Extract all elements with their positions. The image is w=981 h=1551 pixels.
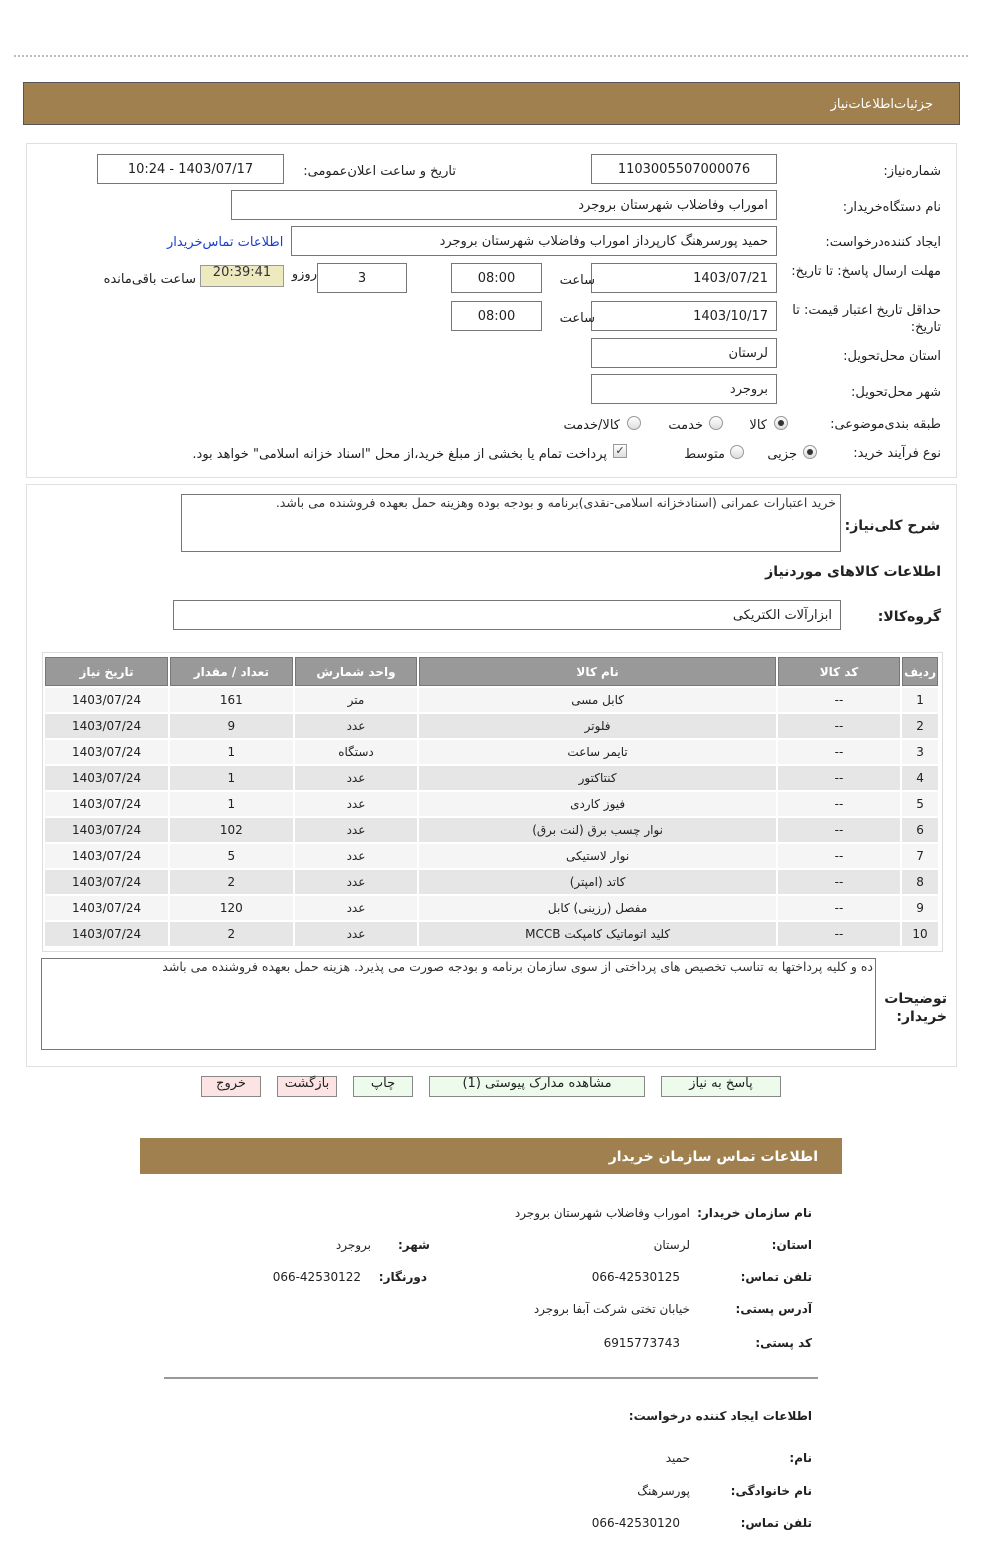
- contact-city-label: شهر:: [398, 1238, 430, 1252]
- col-unit-header: واحد شمارش: [295, 657, 418, 686]
- cell-name: فلوتر: [419, 714, 775, 738]
- deadline-time-label: ساعت: [559, 273, 595, 288]
- cell-qty: 9: [170, 714, 293, 738]
- view-attachments-button[interactable]: مشاهده مدارک پیوستی (1): [429, 1076, 645, 1097]
- countdown-timer: 20:39:41: [200, 265, 284, 287]
- cell-row: 9: [902, 896, 938, 920]
- deadline-time-field: 08:00: [451, 263, 542, 293]
- table-row: [45, 922, 938, 946]
- cell-unit: عدد: [295, 792, 418, 816]
- cell-row: 3: [902, 740, 938, 764]
- days-label: روزو: [291, 267, 317, 282]
- creator-family-value: پورسرهنگ: [637, 1484, 690, 1498]
- treasury-payment-checkbox[interactable]: ✓: [613, 444, 627, 458]
- cell-name: کابل مسی: [419, 688, 775, 712]
- cell-code: --: [778, 740, 900, 764]
- process-medium-radio[interactable]: [730, 445, 744, 459]
- cell-date: 1403/07/24: [45, 714, 168, 738]
- price-validity-time-label: ساعت: [559, 311, 595, 326]
- cell-name: مفصل (رزینی) کابل: [419, 896, 775, 920]
- cell-date: 1403/07/24: [45, 870, 168, 894]
- cell-date: 1403/07/24: [45, 844, 168, 868]
- cell-qty: 120: [170, 896, 293, 920]
- contact-org-value: اموراب وفاضلاب شهرستان بروجرد: [514, 1206, 690, 1220]
- creator-field: حمید پورسرهنگ کارپرداز اموراب وفاضلاب شهرستان بروجرد: [291, 226, 777, 256]
- need-number-field: 1103005507000076: [591, 154, 777, 184]
- buyer-org-label: نام دستگاه‌خریدار:: [842, 200, 941, 215]
- treasury-payment-note: پرداخت تمام یا بخشی از مبلغ خرید،از محل "اسناد خزانه اسلامی" خواهد بود.: [192, 447, 607, 462]
- contact-phone-label: تلفن تماس:: [740, 1270, 812, 1284]
- cell-row: 10: [902, 922, 938, 946]
- city-field: بروجرد: [591, 374, 777, 404]
- items-table-header: [45, 657, 938, 686]
- cell-name: نوار لاستیکی: [419, 844, 775, 868]
- col-qty-header: تعداد / مقدار: [170, 657, 293, 686]
- col-code-header: کد کالا: [778, 657, 900, 686]
- cell-qty: 1: [170, 792, 293, 816]
- cell-code: --: [778, 844, 900, 868]
- buyer-notes-field: ده و کلیه پرداختها به تناسب تخصیص های پرداختی از سوی سازمان برنامه و بودجه صورت می پذیرد. هزینه حمل بعهده فروشنده می باشد: [41, 958, 876, 1050]
- page-title: جزئیات‌اطلاعات‌نیاز: [830, 97, 933, 112]
- back-button[interactable]: بازگشت: [277, 1076, 337, 1097]
- print-button[interactable]: چاپ: [353, 1076, 413, 1097]
- contact-divider: [164, 1377, 818, 1379]
- category-goods-radio[interactable]: [774, 416, 788, 430]
- cell-row: 4: [902, 766, 938, 790]
- cell-name: کلید اتوماتیک کامپکت MCCB: [419, 922, 775, 946]
- cell-name: فیوز کاردی: [419, 792, 775, 816]
- deadline-date-field: 1403/07/21: [591, 263, 777, 293]
- buyer-contact-title: اطلاعات تماس سازمان خریدار: [608, 1149, 818, 1165]
- category-service-label: خدمت: [668, 418, 703, 433]
- cell-name: کنتاکتور: [419, 766, 775, 790]
- reply-button[interactable]: پاسخ به نیاز: [661, 1076, 781, 1097]
- cell-date: 1403/07/24: [45, 740, 168, 764]
- contact-fax-label: دورنگار:: [378, 1270, 427, 1284]
- table-row: [45, 896, 938, 920]
- goods-info-title: اطلاعات کالاهای مورد‌نیاز: [765, 564, 941, 580]
- cell-qty: 161: [170, 688, 293, 712]
- deadline-label: مهلت ارسال پاسخ: تا تاریخ:: [791, 264, 941, 279]
- table-row: [45, 688, 938, 712]
- cell-row: 7: [902, 844, 938, 868]
- cell-date: 1403/07/24: [45, 688, 168, 712]
- contact-org-label: نام سازمان خریدار:: [697, 1206, 812, 1220]
- cell-code: --: [778, 688, 900, 712]
- cell-unit: عدد: [295, 818, 418, 842]
- page-header: [23, 82, 960, 125]
- creator-phone-label: تلفن تماس:: [740, 1516, 812, 1530]
- cell-qty: 102: [170, 818, 293, 842]
- top-separator: [14, 55, 968, 57]
- cell-row: 5: [902, 792, 938, 816]
- price-validity-time-field: 08:00: [451, 301, 542, 331]
- process-minor-label: جزیی: [767, 447, 797, 462]
- description-label: شرح کلی‌نیاز:: [844, 518, 940, 534]
- cell-code: --: [778, 896, 900, 920]
- buyer-org-field: اموراب وفاضلاب شهرستان بروجرد: [231, 190, 777, 220]
- days-remaining-field: 3: [317, 263, 407, 293]
- cell-name: تایمر ساعت: [419, 740, 775, 764]
- contact-phone-value: 066-42530125: [591, 1270, 680, 1284]
- buyer-notes-label: توضیحات خریدار:: [884, 991, 947, 1025]
- items-table: [43, 655, 940, 948]
- cell-date: 1403/07/24: [45, 766, 168, 790]
- table-row: [45, 766, 938, 790]
- buyer-contact-link[interactable]: اطلاعات تماس‌خریدار: [167, 235, 284, 250]
- remaining-time-label: ساعت باقی‌مانده: [103, 272, 196, 287]
- cell-qty: 2: [170, 870, 293, 894]
- cell-code: --: [778, 766, 900, 790]
- contact-fax-value: 066-42530122: [272, 1270, 361, 1284]
- cell-unit: عدد: [295, 922, 418, 946]
- creator-label: ایجاد کننده‌درخواست:: [825, 235, 941, 250]
- cell-code: --: [778, 818, 900, 842]
- contact-postal-value: 6915773743: [603, 1336, 680, 1350]
- contact-province-label: استان:: [771, 1238, 812, 1252]
- col-row-header: ردیف: [902, 657, 938, 686]
- process-minor-radio[interactable]: [803, 445, 817, 459]
- announce-date-field: 1403/07/17 - 10:24: [97, 154, 284, 184]
- contact-city-value: بروجرد: [335, 1238, 371, 1252]
- creator-name-label: نام:: [789, 1451, 812, 1465]
- announce-date-label: تاریخ و ساعت اعلان‌عمومی:: [303, 164, 456, 179]
- contact-province-value: لرستان: [653, 1238, 690, 1252]
- cell-row: 6: [902, 818, 938, 842]
- contact-postal-label: کد پستی:: [755, 1336, 812, 1350]
- cell-unit: دستگاه: [295, 740, 418, 764]
- table-row: [45, 792, 938, 816]
- cell-code: --: [778, 922, 900, 946]
- table-row: [45, 714, 938, 738]
- cell-name: کاتد (امپتر): [419, 870, 775, 894]
- exit-button[interactable]: خروج: [201, 1076, 261, 1097]
- cell-qty: 5: [170, 844, 293, 868]
- province-label: استان محل‌تحویل:: [843, 349, 941, 364]
- process-type-label: نوع فرآیند خرید:: [853, 446, 941, 461]
- description-field: خرید اعتبارات عمرانی (اسنادخزانه اسلامی-نقدی)برنامه و بودجه بوده وهزینه حمل بعهده فروشنده می باشد.: [181, 494, 841, 552]
- cell-row: 8: [902, 870, 938, 894]
- cell-row: 2: [902, 714, 938, 738]
- cell-row: 1: [902, 688, 938, 712]
- category-service-radio[interactable]: [709, 416, 723, 430]
- col-date-header: تاریخ نیاز: [45, 657, 168, 686]
- cell-code: --: [778, 714, 900, 738]
- category-label: طبقه بندی‌موضوعی:: [830, 417, 941, 432]
- cell-unit: عدد: [295, 766, 418, 790]
- table-row: [45, 870, 938, 894]
- category-goods-label: کالا: [749, 418, 767, 433]
- contact-address-label: آدرس پستی:: [735, 1302, 812, 1316]
- cell-qty: 2: [170, 922, 293, 946]
- cell-code: --: [778, 870, 900, 894]
- price-validity-label: حداقل تاریخ اعتبار قیمت: تا تاریخ:: [792, 303, 941, 335]
- goods-group-label: گروه‌کالا:: [877, 609, 941, 625]
- province-field: لرستان: [591, 338, 777, 368]
- cell-qty: 1: [170, 740, 293, 764]
- col-name-header: نام کالا: [419, 657, 775, 686]
- cell-unit: متر: [295, 688, 418, 712]
- cell-name: نوار چسب برق (لنت برق): [419, 818, 775, 842]
- cell-date: 1403/07/24: [45, 922, 168, 946]
- cell-unit: عدد: [295, 844, 418, 868]
- cell-unit: عدد: [295, 870, 418, 894]
- cell-unit: عدد: [295, 714, 418, 738]
- cell-date: 1403/07/24: [45, 792, 168, 816]
- cell-date: 1403/07/24: [45, 896, 168, 920]
- cell-unit: عدد: [295, 896, 418, 920]
- process-medium-label: متوسط: [684, 447, 725, 462]
- category-goods-service-radio[interactable]: [627, 416, 641, 430]
- creator-phone-value: 066-42530120: [591, 1516, 680, 1530]
- creator-info-title: اطلاعات ایجاد کننده درخواست:: [628, 1409, 812, 1423]
- table-row: [45, 740, 938, 764]
- table-row: [45, 844, 938, 868]
- category-goods-service-label: کالا/خدمت: [563, 418, 620, 433]
- need-number-label: شماره‌نیاز:: [883, 164, 941, 179]
- buyer-contact-header: [140, 1138, 842, 1174]
- goods-group-field: ابزارآلات الکتریکی: [173, 600, 841, 630]
- cell-date: 1403/07/24: [45, 818, 168, 842]
- price-validity-date-field: 1403/10/17: [591, 301, 777, 331]
- table-row: [45, 818, 938, 842]
- cell-code: --: [778, 792, 900, 816]
- city-label: شهر محل‌تحویل:: [851, 385, 941, 400]
- cell-qty: 1: [170, 766, 293, 790]
- contact-address-value: خیابان تختی شرکت آبفا بروجرد: [533, 1302, 690, 1316]
- creator-name-value: حمید: [665, 1451, 690, 1465]
- creator-family-label: نام خانوادگی:: [730, 1484, 812, 1498]
